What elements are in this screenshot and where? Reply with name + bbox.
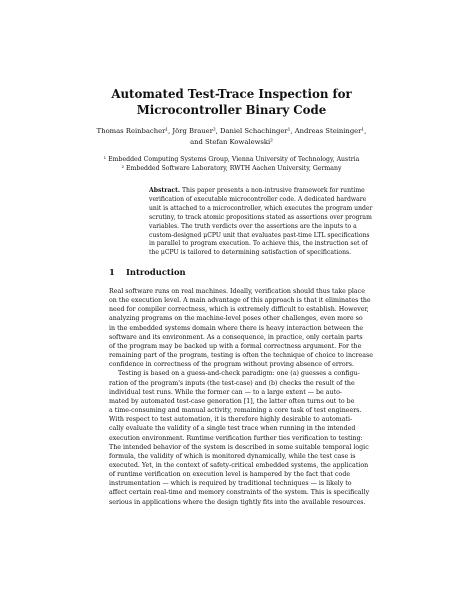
body-line: of the program may be backed up with a formal correctness argument. For the xyxy=(109,342,362,350)
body-line: remaining part of the program, testing is often the technique of choice to increase xyxy=(109,352,373,360)
body-line: ration of the program's inputs (the test-case) and (b) checks the result of the xyxy=(109,379,355,387)
abstract-line xyxy=(149,187,413,196)
abstract-line: variables. The truth verdicts over the assertions are the inputs to a xyxy=(149,222,357,230)
body-line: individual test runs. While the former can — to a large extent — be auto- xyxy=(109,388,343,396)
section-number: 1 xyxy=(109,267,115,277)
body-line: analyzing programs on the machine-level poses other challenges, even more so xyxy=(109,315,363,323)
body-line: Real software runs on real machines. Ideally, verification should thus take place xyxy=(109,288,365,295)
body-line: in the embedded systems domain where there is heavy interaction between the xyxy=(109,324,364,332)
body-line: confidence in correctness of the program without proving absence of errors. xyxy=(109,361,354,369)
body-line: executed. Yet, in the context of safety-critical embedded systems, the application xyxy=(109,461,369,469)
body-line: mated by automated test-case generation [1], the latter often turns out to be xyxy=(109,397,355,405)
abstract-label: Abstract. xyxy=(149,187,181,194)
affiliation-line: ¹ Embedded Computing Systems Group, Vienna University of Technology, Austria xyxy=(103,156,360,163)
body-line: With respect to test automation, it is therefore highly desirable to automati- xyxy=(109,416,353,424)
body-line: formula, the validity of which is monitored dynamically, while the test case is xyxy=(109,452,356,460)
body-line: a time-consuming and manual activity, remaining a core task of test engineers. xyxy=(109,407,362,415)
section-heading xyxy=(109,267,409,277)
body-line: execution environment. Runtime verification further ties verification to testing: xyxy=(109,434,363,442)
abstract-text: This paper presents a non-intrusive framework for runtime xyxy=(181,187,365,194)
body-line: on the execution level. A main advantage of this approach is that it eliminates the xyxy=(109,297,371,305)
author-line: Thomas Reinbacher¹, Jörg Brauer², Daniel Schachinger¹, Andreas Steininger¹, xyxy=(96,127,367,135)
body-line: serious in applications where the design tightly fits into the available resources. xyxy=(109,498,366,506)
affiliation-list xyxy=(0,155,463,173)
body-line: The intended behavior of the system is described in some suitable temporal logic xyxy=(109,443,369,451)
body-line: of runtime verification on execution level is hampered by the fact that code xyxy=(109,471,351,479)
abstract-line: custom-designed μCPU unit that evaluates past-time LTL specifications xyxy=(149,231,370,239)
body-line: affect certain real-time and memory constraints of the system. This is specifically xyxy=(109,489,370,497)
body-line: software and its environment. As a consequence, in practice, only certain parts xyxy=(109,333,363,341)
paper-title xyxy=(0,86,463,118)
body-line: cally evaluate the validity of a single test trace when running in the intended xyxy=(109,425,356,433)
body-text xyxy=(109,287,414,507)
body-line: Testing is based on a guess-and-check paradigm: one (a) guesses a configu- xyxy=(118,370,360,378)
title-line: Microcontroller Binary Code xyxy=(136,103,327,117)
body-line: need for compiler correctness, which is extremely difficult to establish. However, xyxy=(109,306,369,314)
affiliation-line: ² Embedded Software Laboratory, RWTH Aachen University, Germany xyxy=(121,165,342,172)
section-title: Introduction xyxy=(126,267,186,277)
body-line: instrumentation — which is required by traditional techniques — is likely to xyxy=(109,480,352,488)
abstract-line: in parallel to program execution. To achieve this, the instruction set of xyxy=(149,240,368,248)
author-line: and Stefan Kowalewski² xyxy=(190,137,273,146)
abstract-line: unit is attached to a microcontroller, which executes the program under xyxy=(149,204,373,212)
abstract-line: verification of executable microcontroller code. A dedicated hardware xyxy=(149,195,367,203)
author-list xyxy=(0,126,463,147)
abstract-line: the μCPU is tailored to determining satisfaction of specifications. xyxy=(149,249,352,257)
abstract-line: scrutiny, to track atomic propositions stated as assertions over program xyxy=(149,213,372,221)
abstract xyxy=(149,187,413,258)
title-line: Automated Test-Trace Inspection for xyxy=(111,87,352,101)
